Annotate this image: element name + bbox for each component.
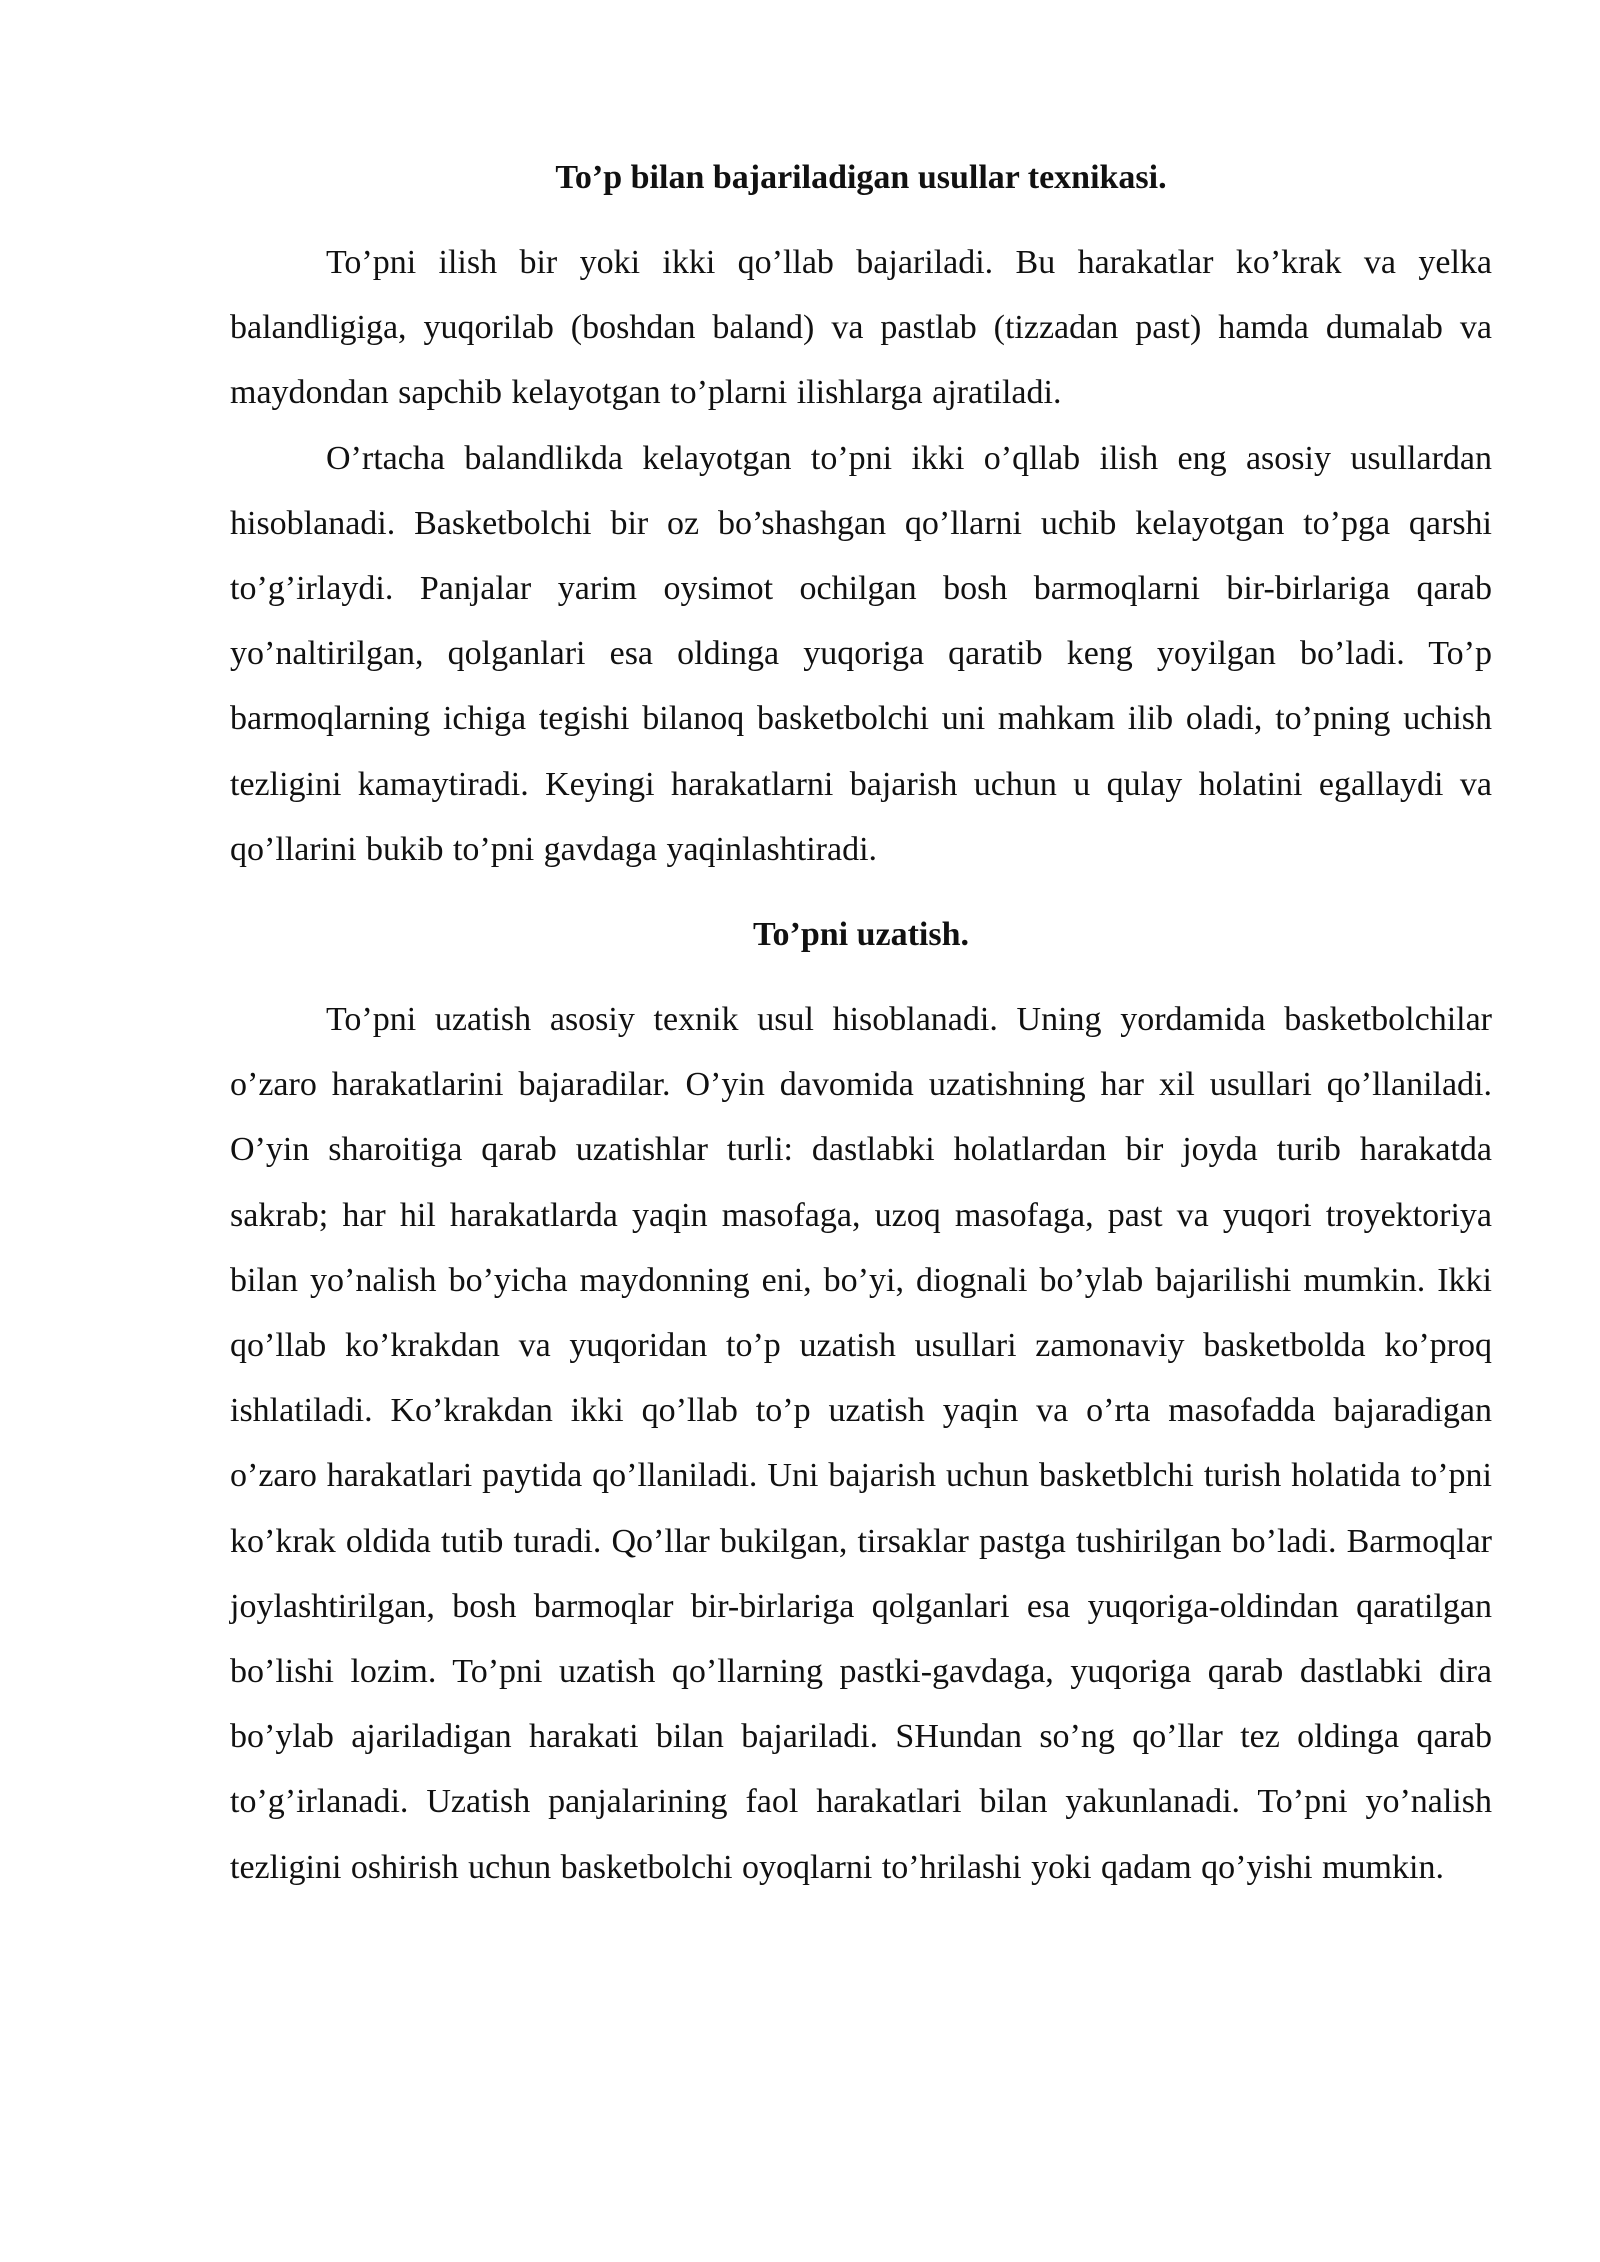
page-content [230, 145, 1492, 1900]
section-heading-passing: To’pni uzatish. [752, 916, 970, 954]
paragraph-passing: To’pni uzatish asosiy texnik usul hisoblanadi. Uning yordamida basketbolchilar o’zaro harakatlarini bajaradilar. O’yin davomida uzatishning har xil usullari qo’llaniladi. O’yin sharoitiga qarab uzatishlar turli: dastlabki holatlardan bir joyda turib harakatda sakrab; har hil harakatlarda yaqin masofaga, uzoq masofaga, past va yuqori troyektoriya bilan yo’nalish bo’yicha maydonning eni, bo’yi, diognali bo’ylab bajarilishi mumkin. Ikki qo’llab ko’krakdan va yuqoridan to’p uzatish usullari zamonaviy basketbolda ko’proq ishlatiladi. Ko’krakdan ikki qo’llab to’p uzatish yaqin va o’rta masofadda bajaradigan o’zaro harakatlari paytida qo’llaniladi. Uni bajarish uchun basketblchi turish holatida to’pni ko’krak oldida tutib turadi. Qo’llar bukilgan, tirsaklar pastga tushirilgan bo’ladi. Barmoqlar joylashtirilgan, bosh barmoqlar bir-birlariga qolganlari esa yuqoriga-oldindan qaratilgan bo’lishi lozim. To’pni uzatish qo’llarning pastki-gavdaga, yuqoriga qarab dastlabki dira bo’ylab ajariladigan harakati bilan bajariladi. SHundan so’ng qo’llar tez oldinga qarab to’g’irlanadi. Uzatish panjalarining faol harakatlari bilan yakunlanadi. To’pni yo’nalish tezligini oshirish uchun basketbolchi oyoqlarni to’hrilashi yoki qadam qo’yishi mumkin. [230, 1001, 1492, 1886]
paragraph-catching: To’pni ilish bir yoki ikki qo’llab bajariladi. Bu harakatlar ko’krak va yelka balandligiga, yuqorilab (boshdan baland) va pastlab (tizzadan past) hamda dumalab va maydondan sapchib kelayotgan to’plarni ilishlarga ajratiladi. [230, 244, 1492, 412]
paragraph-two-hand-catch: O’rtacha balandlikda kelayotgan to’pni ikki o’qllab ilish eng asosiy usullardan hisoblanadi. Basketbolchi bir oz bo’shashgan qo’llarni uchib kelayotgan to’pga qarshi to’g’irlaydi. Panjalar yarim oysimot ochilgan bosh barmoqlarni bir-birlariga qarab yo’naltirilgan, qolganlari esa oldinga yuqoriga qaratib keng yoyilgan bo’ladi. To’p barmoqlarning ichiga tegishi bilanoq basketbolchi uni mahkam ilib oladi, to’pning uchish tezligini kamaytiradi. Keyingi harakatlarni bajarish uchun u qulay holatini egallaydi va qo’llarini bukib to’pni gavdaga yaqinlashtiradi. [230, 439, 1492, 868]
section-heading-ball-techniques: To’p bilan bajariladigan usullar texnikasi. [555, 159, 1167, 196]
